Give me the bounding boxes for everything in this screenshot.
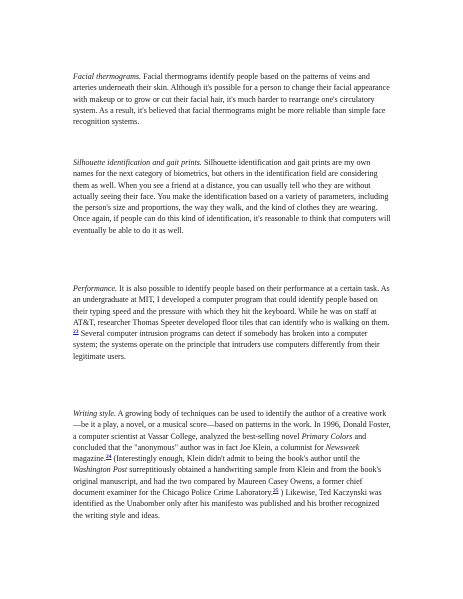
paragraph-body: Facial thermograms identify people based on the patterns of veins and arteries underneath their skin. Although it's possible for a person to change their facial appearance with makeup or to grow or cut their facial hair, it's much harder to rearrange one's circulatory system. As a result, it's believed that facial thermograms might be more reliable than simple face recognition systems. [73,72,390,127]
paragraph-body: Several computer intrusion programs can detect if somebody has broken into a computer system; the systems operate on the principle that intruders use computers differently from their legitimate users. [73,329,380,361]
footnote-link-24[interactable]: 24 [105,454,112,461]
paragraph-body: surreptitiously obtained a handwriting sample from Klein and from the book's original manuscript, and had the two compared by Maureen Casey Owens, a former chief document examiner for the Chicago Police Crime Laboratory. [73,465,382,498]
paragraph-body: It is also possible to identify people based on their performance at a certain task. As an undergraduate at MIT, I developed a computer program that could identify people based on their typing speed and the pressure with which they hit the keyboard. While he was on staff at AT&T, researcher Thomas Speeter developed floor tiles that can identify who is walking on them. [73,284,390,327]
publication-title: Newsweek [325,442,360,452]
paragraph-performance [73,283,391,362]
publication-title: Washington Post [73,465,128,475]
paragraph-silhouette-gait [73,157,391,236]
paragraph-lead: Facial thermograms. [73,72,142,81]
paragraph-facial-thermograms [73,71,391,127]
paragraph-body: and concluded that the "anonymous" author was in fact Joe Klein, a columnist for [73,431,367,452]
paragraph-lead: Silhouette identification and gait prints. [73,158,202,167]
paragraph-body: (Interestingly enough, Klein didn't admit to being the book's author until the [111,454,360,464]
paragraph-body: A growing body of techniques can be used to identify the author of a creative work—be it a play, a novel, or a musical score—based on patterns in the work. In 1996, Donald Foster, a computer scientist at Vassar College, analyzed the best-selling novel [73,409,391,441]
paragraph-body: magazine. [73,454,106,464]
paragraph-lead: Performance. [73,284,118,293]
paragraph-body: Silhouette identification and gait prints are my own names for the next category of biometrics, but others in the identification field are considering them as well. When you see a friend at a distance, you can usually tell who they are without actually seeing their face. You make the identification based on a variety of parameters, including the person's size and proportions, the way they walk, and the kind of clothes they are wearing. Once again, if people can do this kind of identification, it's reasonable to think that computers will eventually be able to do it as well. [73,158,391,235]
footnote-link-25[interactable]: 25 [272,488,279,495]
paragraph-body: ) Likewise, Ted Kaczynski was identified as the Unabomber only after his manifesto was published and his brother recognized the writing style and ideas. [73,488,382,520]
paragraph-writing-style [73,408,391,521]
paragraph-lead: Writing style. [73,409,117,418]
book-title: Primary Colors [301,431,353,441]
footnote-link-23[interactable]: 23 [73,329,79,336]
